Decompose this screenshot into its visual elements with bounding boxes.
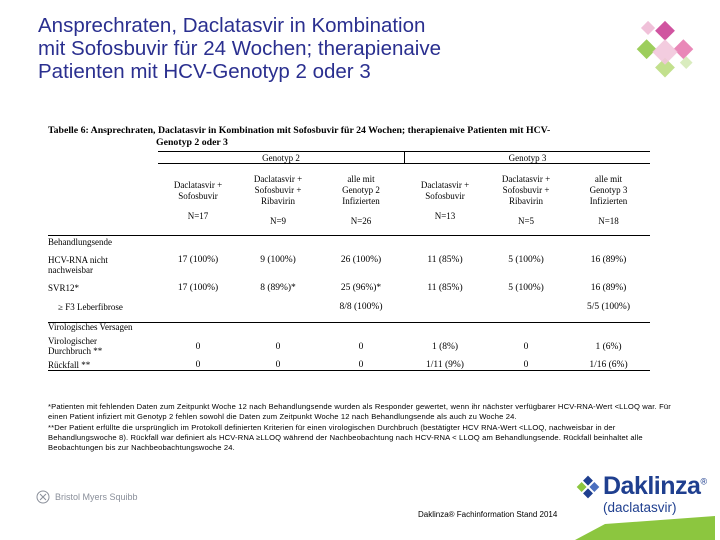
cell: 1 (8%) [431, 342, 459, 352]
group-header-genotyp-3: Genotyp 3 [508, 153, 547, 163]
section-virologisches-versagen: Virologisches Versagen [48, 322, 133, 332]
cell: 9 (100%) [260, 255, 296, 265]
cell: 8 (89%)* [260, 283, 296, 293]
cell: 1/16 (6%) [589, 360, 628, 370]
caption-line-1: Tabelle 6: Ansprechraten, Daclatasvir in Kombination mit Sofosbuvir für 24 Wochen; therapienaive Patienten mit HCV- [48, 125, 551, 136]
cell: 0 [358, 360, 364, 370]
cell: 0 [523, 342, 529, 352]
cell: 16 (89%) [590, 255, 627, 265]
col-n-1: N=17 [187, 211, 209, 221]
col-header-1: Daclatasvir + Sofosbuvir [173, 180, 223, 201]
title-line-1: Ansprechraten, Daclatasvir in Kombination [38, 14, 426, 37]
cell: 1 (6%) [595, 342, 622, 352]
daklinza-generic: (daclatasvir) [603, 500, 677, 515]
col-n-3: N=26 [350, 216, 372, 226]
footnote-1: *Patienten mit fehlenden Daten zum Zeitpunkt Woche 12 nach Behandlungsende wurden als Responder gewertet, wenn ihr nächster verfügbarer HCV-RNA-Wert <LLOQ war. Für einen Patient infiziert mit Genotyp 2 fehlen sowohl die Daten zum Zeitpunkt Woche 12 nach Behandlungsende als auch zu Woche 24. [48, 402, 671, 422]
cell: 11 (85%) [427, 283, 463, 293]
brand-emblem-icon [620, 6, 710, 96]
cell-fibrosis-g3: 5/5 (100%) [586, 302, 630, 312]
col-header-6: alle mit Genotyp 3 Infizierten [589, 174, 628, 206]
col-n-6: N=18 [598, 216, 619, 226]
row-label-svr12: SVR12* [48, 283, 80, 293]
slide-title [38, 14, 598, 83]
daklinza-trademark: ® [700, 476, 707, 487]
cell-fibrosis-g2: 8/8 (100%) [339, 302, 383, 312]
col-header-5: Daclatasvir + Sofosbuvir + Ribavirin [501, 174, 551, 206]
cell: 0 [358, 342, 364, 352]
col-n-4: N=13 [434, 211, 456, 221]
cell: 16 (89%) [590, 283, 627, 293]
cell: 0 [523, 360, 529, 370]
daklinza-logo [575, 472, 715, 540]
title-line-2: mit Sofosbuvir für 24 Wochen; therapienaive [38, 37, 442, 60]
col-header-3: alle mit Genotyp 2 Infizierten [342, 174, 380, 206]
daklinza-product: Daklinza [603, 472, 701, 500]
cell: 17 (100%) [177, 255, 219, 265]
bms-emblem-icon [36, 490, 50, 504]
daklinza-wordmark [603, 472, 707, 501]
footnote-2: **Der Patient erfüllte die ursprünglich im Protokoll definierten Kriterien für einen virologischen Durchbruch (bestätigter HCV RNA-Wert <LLOQ, nachweisbar in der Behandlungswoche 8). Rückfall war definiert als HCV-RNA ≥LLOQ während der Nachbeobachtung nach HCV-RNA < LLOQ am Behandlungsende. Rückfall beinhaltet alle Beobachtungen bis zur Nachbeobachtungswoche 24. [48, 422, 643, 453]
col-header-2: Daclatasvir + Sofosbuvir + Ribavirin [253, 174, 303, 206]
row-label-rueckfall: Rückfall ** [48, 360, 91, 370]
cell: 11 (85%) [427, 255, 463, 265]
green-swoosh-shape [575, 516, 715, 540]
col-header-4: Daclatasvir + Sofosbuvir [420, 180, 470, 201]
row-label-fibrosis: ≥ F3 Leberfibrose [58, 302, 123, 312]
cell: 0 [195, 360, 201, 370]
title-line-3: Patienten mit HCV-Genotyp 2 oder 3 [38, 60, 371, 83]
bms-logo [36, 490, 138, 504]
cell: 5 (100%) [508, 255, 544, 265]
group-header-genotyp-2: Genotyp 2 [262, 153, 300, 163]
row-label-hcv-rna: HCV-RNA nicht nachweisbar [48, 255, 108, 275]
caption-line-2: Genotyp 2 oder 3 [156, 137, 228, 148]
fachinformation-note: Daklinza® Fachinformation Stand 2014 [418, 510, 558, 519]
row-label-durchbruch: Virologischer Durchbruch ** [48, 336, 103, 356]
bms-wordmark: Bristol Myers Squibb [55, 492, 138, 502]
cell: 0 [195, 342, 201, 352]
footnotes [48, 402, 673, 453]
cell: 0 [275, 342, 281, 352]
cell: 25 (96%)* [340, 283, 382, 293]
cell: 17 (100%) [177, 283, 219, 293]
cell: 0 [275, 360, 281, 370]
col-n-2: N=9 [269, 216, 287, 226]
cell: 1/11 (9%) [426, 360, 464, 370]
daklinza-emblem-icon [575, 474, 601, 500]
section-behandlungsende: Behandlungsende [48, 237, 112, 247]
col-n-5: N=5 [517, 216, 535, 226]
cell: 26 (100%) [340, 255, 382, 265]
header-bottom-rule [48, 235, 650, 236]
cell: 5 (100%) [508, 283, 544, 293]
section2-rule [48, 322, 650, 323]
table-caption [48, 125, 628, 149]
